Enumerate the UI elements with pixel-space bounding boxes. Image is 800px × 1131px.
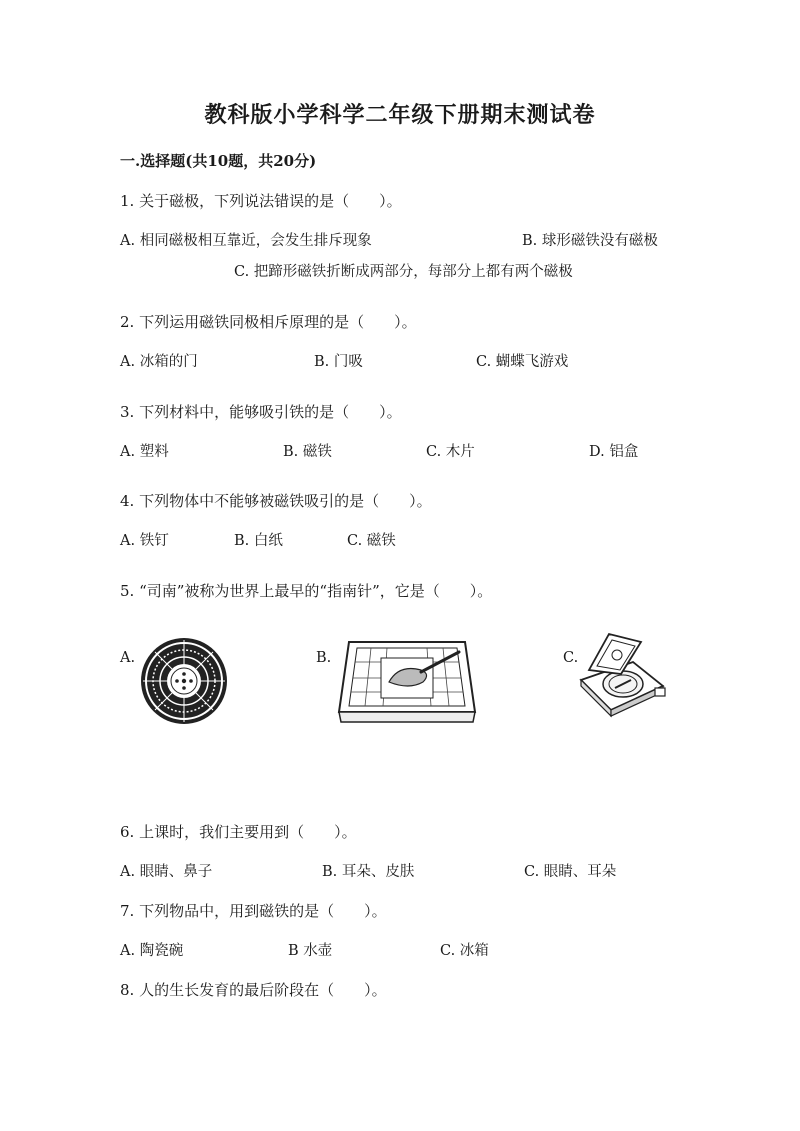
q3-option-d[interactable]: D. 铝盒 (589, 444, 639, 460)
question-4-stem: 4. 下列物体中不能够被磁铁吸引的是（ ）。 (120, 492, 432, 510)
modern-compass-icon[interactable] (575, 628, 667, 718)
q2-option-c[interactable]: C. 蝴蝶飞游戏 (476, 354, 569, 370)
q6-option-c[interactable]: C. 眼睛、耳朵 (524, 864, 617, 880)
question-3-stem: 3. 下列材料中，能够吸引铁的是（ ）。 (120, 403, 402, 421)
q5-option-b[interactable]: B. (316, 650, 332, 666)
q4-option-c[interactable]: C. 磁铁 (347, 533, 396, 549)
q2-option-b[interactable]: B. 门吸 (314, 354, 363, 370)
question-7-stem: 7. 下列物品中，用到磁铁的是（ ）。 (120, 902, 387, 920)
question-6-stem: 6. 上课时，我们主要用到（ ）。 (120, 823, 357, 841)
q7-option-c[interactable]: C. 冰箱 (440, 943, 489, 959)
question-1-stem: 1. 关于磁极，下列说法错误的是（ ）。 (120, 192, 402, 210)
question-5-stem: 5. “司南”被称为世界上最早的“指南针”，它是（ ）。 (120, 582, 493, 600)
q6-option-b[interactable]: B. 耳朵、皮肤 (322, 864, 415, 880)
q4-option-b[interactable]: B. 白纸 (234, 533, 283, 549)
question-8-stem: 8. 人的生长发育的最后阶段在（ ）。 (120, 981, 387, 999)
q7-option-b[interactable]: B 水壶 (288, 943, 333, 959)
q2-option-a[interactable]: A. 冰箱的门 (120, 354, 198, 370)
q3-option-b[interactable]: B. 磁铁 (283, 444, 332, 460)
page-title: 教科版小学科学二年级下册期末测试卷 (204, 102, 596, 128)
q1-option-b[interactable]: B. 球形磁铁没有磁极 (522, 233, 658, 249)
q3-option-c[interactable]: C. 木片 (426, 444, 475, 460)
section-heading: 一.选择题(共10题，共20分) (120, 152, 317, 170)
q5-option-c[interactable]: C. (563, 650, 579, 666)
q5-option-a[interactable]: A. (120, 650, 136, 666)
q6-option-a[interactable]: A. 眼睛、鼻子 (120, 864, 213, 880)
q1-option-a[interactable]: A. 相同磁极相互靠近，会发生排斥现象 (120, 233, 372, 249)
q7-option-a[interactable]: A. 陶瓷碗 (120, 943, 184, 959)
question-2-stem: 2. 下列运用磁铁同极相斥原理的是（ ）。 (120, 313, 417, 331)
q3-option-a[interactable]: A. 塑料 (120, 444, 169, 460)
q4-option-a[interactable]: A. 铁钉 (120, 533, 169, 549)
luopan-compass-icon[interactable] (139, 636, 229, 726)
q1-option-c[interactable]: C. 把蹄形磁铁折断成两部分，每部分上都有两个磁极 (234, 264, 573, 280)
sinan-spoon-icon[interactable] (335, 636, 479, 726)
